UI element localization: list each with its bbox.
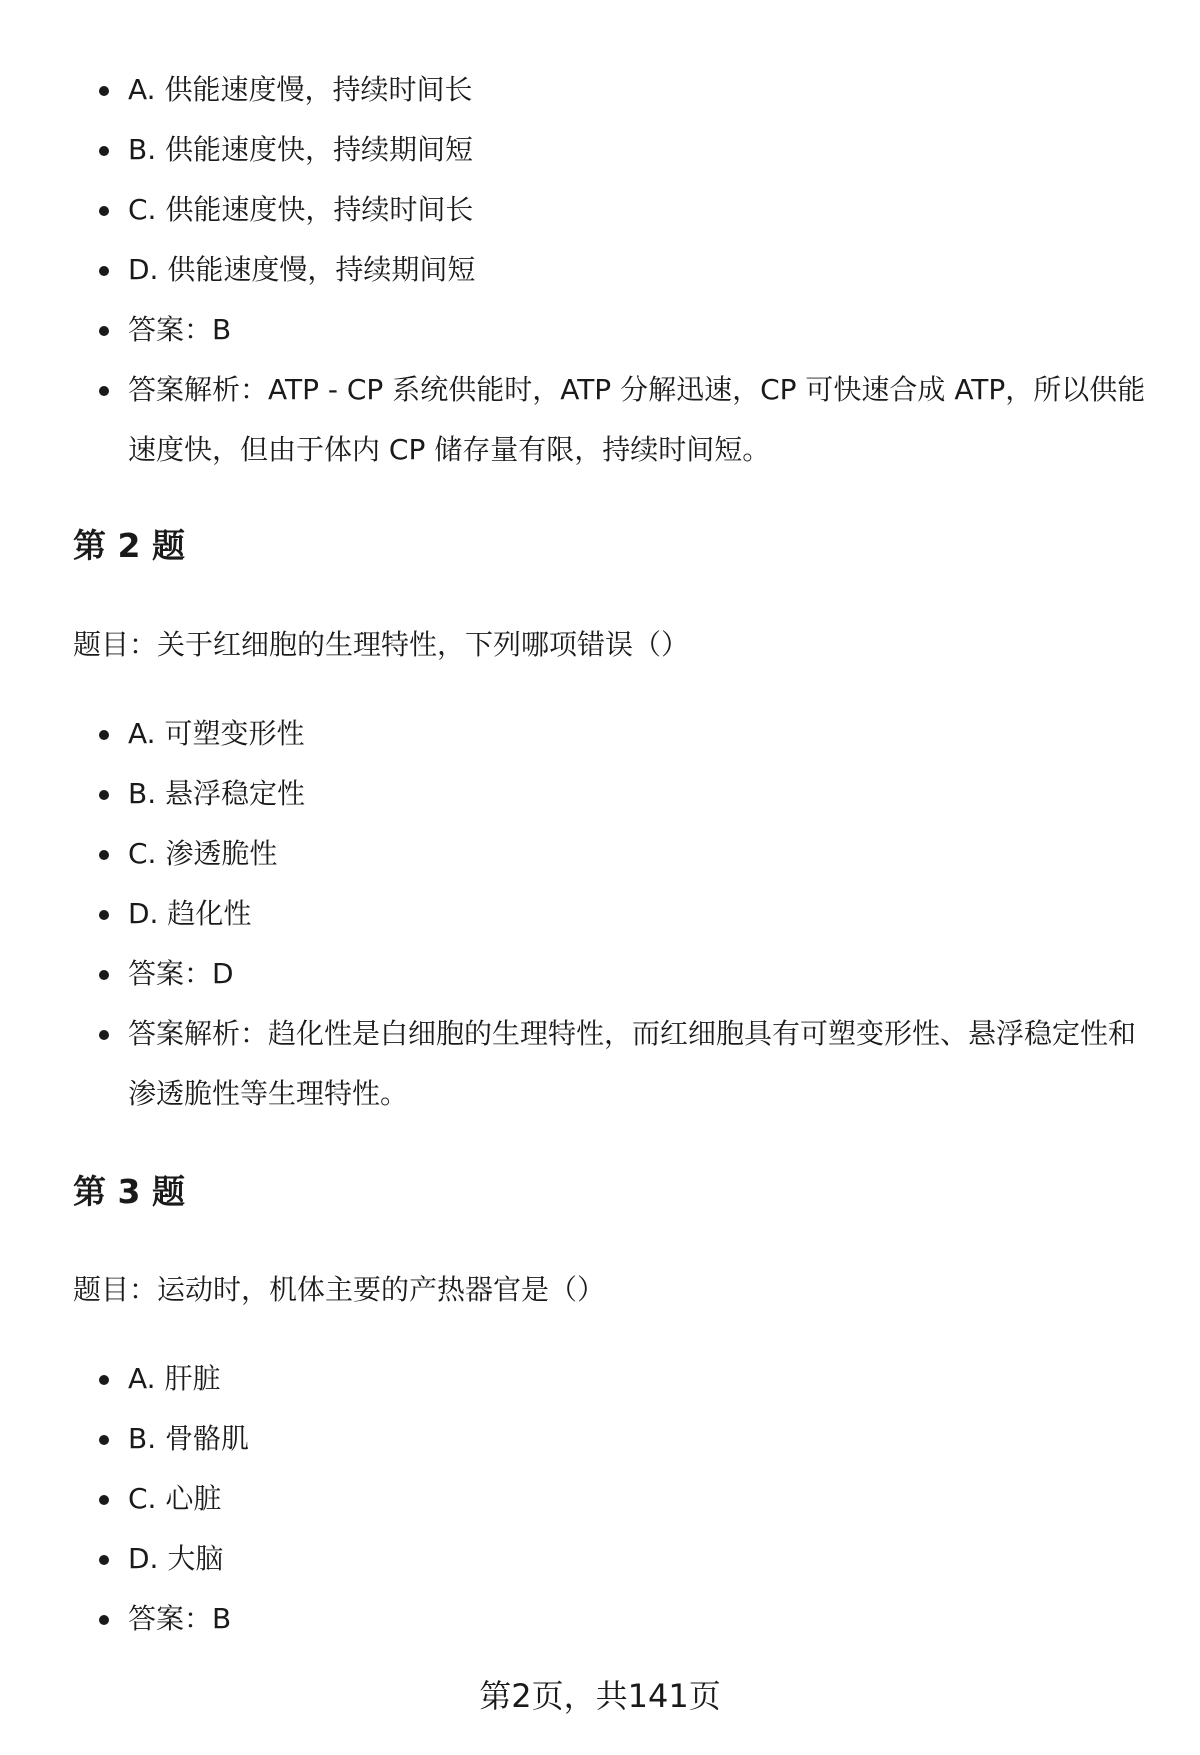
question-2-options	[0, 704, 1200, 1124]
question-3-option-a: A. 肝脏	[0, 1349, 1200, 1409]
question-2-block	[0, 704, 1200, 1124]
question-3-options	[0, 1349, 1200, 1649]
question-1-option-c: C. 供能速度快，持续时间长	[0, 180, 1200, 240]
question-3-title: 第 3 题	[73, 1172, 185, 1211]
question-2-stem: 题目：关于红细胞的生理特性，下列哪项错误（）	[73, 628, 690, 661]
question-2-option-a: A. 可塑变形性	[0, 704, 1200, 764]
question-1-option-a: A. 供能速度慢，持续时间长	[0, 60, 1200, 120]
question-3-stem: 题目：运动时，机体主要的产热器官是（）	[73, 1273, 606, 1306]
question-3-block	[0, 1349, 1200, 1649]
question-3-option-c: C. 心脏	[0, 1469, 1200, 1529]
question-3-option-d: D. 大脑	[0, 1529, 1200, 1589]
question-1-analysis: 答案解析：ATP - CP 系统供能时，ATP 分解迅速，CP 可快速合成 ATP，所以供能速度快，但由于体内 CP 储存量有限，持续时间短。	[0, 360, 1200, 480]
question-1-option-b: B. 供能速度快，持续期间短	[0, 120, 1200, 180]
question-2-answer: 答案：D	[0, 944, 1200, 1004]
question-1-block	[0, 60, 1200, 480]
question-1-option-d: D. 供能速度慢，持续期间短	[0, 240, 1200, 300]
question-2-option-d: D. 趋化性	[0, 884, 1200, 944]
question-2-analysis: 答案解析：趋化性是白细胞的生理特性，而红细胞具有可塑变形性、悬浮稳定性和渗透脆性等生理特性。	[0, 1004, 1200, 1124]
question-1-answer: 答案：B	[0, 300, 1200, 360]
question-2-title: 第 2 题	[73, 526, 185, 565]
question-2-option-b: B. 悬浮稳定性	[0, 764, 1200, 824]
question-2-option-c: C. 渗透脆性	[0, 824, 1200, 884]
page-footer: 第2页，共141页	[479, 1677, 721, 1715]
question-3-answer: 答案：B	[0, 1589, 1200, 1649]
question-3-option-b: B. 骨骼肌	[0, 1409, 1200, 1469]
question-1-options	[0, 60, 1200, 480]
